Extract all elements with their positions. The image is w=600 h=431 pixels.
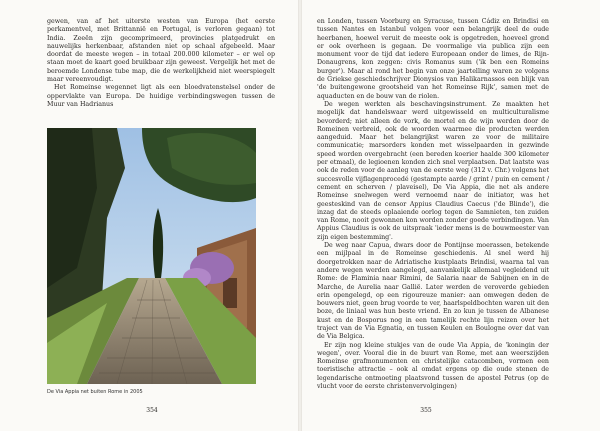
right-paragraph-2: De wegen werkten als beschavingsinstrument. Ze maakten het mogelijk dat handelswaar werd uitgewisseld en multiculturalisme bevorderd; niet alleen de vork, de mortel en de wijn werden door de Romeinen verbreid, ook de woorden waarmee die producten werden aangeduid. Maar het belangrijkst waren ze voor de militaire communicatie; marsorders konden met wisselpaarden in gezwinde speed worden overgebracht (een bereden koerier haalde 300 kilometer per etmaal), de legioenen konden zich snel verplaatsen. Dat laatste was ook de reden voor de aanleg van de eerste weg (312 v. Chr.) volgens het succesvolle vijflagenprocedé (gestampte aarde / grint / puin en cement / cement en scherven / plaveisel), De Via Appia, die net als andere Romeinse snelwegen werd vernoemd naar de initiator, was het geesteskind van de censor Appius Claudius Caecus ('de Blinde'), die inzag dat de steeds oplaaiende oorlog tegen de Samnieten, ten zuiden van Rome, nooit gewonnen kon worden zonder goede verbindingen. Van Appius Claudius is ook de uitspraak 'ieder mens is de bouwmeester van zijn eigen bestemming'. (317, 100, 549, 241)
left-body-text (47, 18, 275, 109)
right-page (302, 0, 600, 431)
right-paragraph-1: en Londen, tussen Voorburg en Syracuse, tussen Cádiz en Brindisi en tussen Nantes en Istanbul volgen voor een belangrijk deel de oude heerbanen, hoewel veruit de meeste ook is opgetreden, hoeveel grond er ook overheen is gegaan. De voormalige via publica zijn een monument voor de tijd dat iedere Europeaan onder de limes, de Rijn-Donaugrens, kon zeggen: civis Romanus sum ('ik ben een Romeins burger'). Maar al rond het begin van onze jaartelling waren ze volgens de Griekse geschiedschrijver Dionysios van Halikarnassos een blijk van 'de buitengewone grootsheid van het Romeinse Rijk', samen met de aquaducten en de bouw van de riolen. (317, 18, 549, 100)
right-body-text (317, 18, 549, 391)
photo-caption: De Via Appia net buiten Rome in 2005 (47, 389, 143, 395)
left-page (0, 0, 298, 431)
right-paragraph-4: Er zijn nog kleine stukjes van de oude Via Appia, de 'koningin der wegen', over. Vooral die in de buurt van Rome, met aan weerszijden Romeinse grafmonumenten en christelijke catacomben, vormen een toeristische attractie – ook al omdat ergens op die oude stenen de legendarische ontmoeting plaatsvond tussen de apostel Petrus (op de vlucht voor de eerste christenvervolgingen) (317, 341, 549, 391)
right-paragraph-3: De weg naar Capua, dwars door de Pontijnse moerassen, betekende een mijlpaal in de Romeinse geschiedenis. Al snel werd hij doorgetrokken naar de Adriatische kustplaats Brindisi, waarna tal van andere wegen werden aangelegd, aanvankelijk allemaal vegleidend uit Rome: de Flaminia naar Rimini, de Salaria naar de Sabijnen en in de Marche, de Aurelia naar Gallië. Later werden de veroverde gebieden erin opengelegd, op een rigoureuze manier: aan omwegen deden de bouwers niet, geen brug voorde te ver, haarlspeldbochten waren uit den boze, de liniaal was hun beste vriend. En zo kun je tussen de Albanese kust en de Bosporus nog in een tamelijk rechte lijn reizen over het traject van de Via Egnatia, en tussen Keulen en Boulogne over dat van de Via Belgica. (317, 242, 549, 341)
page-number-left: 354 (146, 407, 158, 414)
via-appia-photo-image (47, 128, 256, 384)
left-paragraph-2: Het Romeinse wegennet ligt als een bloedvatenstelsel onder de oppervlakte van Europa. De huidige verbindingswegen tussen de Muur van Hadrianus (47, 84, 275, 108)
page-number-right: 355 (420, 407, 432, 414)
left-paragraph-1: gewen, van af het uiterste westen van Europa (het eerste perkamentvel, met Brittannië en Portugal, is verloren gegaan) tot India. Zeeën zijn gecomprimeerd, provincies platgedrukt en nauwelijks herkenbaar, afstanden niet op schaal afgebeeld. Maar doordat de meeste wegen – in totaal 200.000 kilometer – er wel op staan moet de kaart goed bruikbaar zijn geweest. Vergelijk het met de beroemde Londense tube map, die de werkelijkheid niet weerspiegelt maar vereenvoudigt. (47, 18, 275, 84)
via-appia-photo (47, 128, 256, 384)
